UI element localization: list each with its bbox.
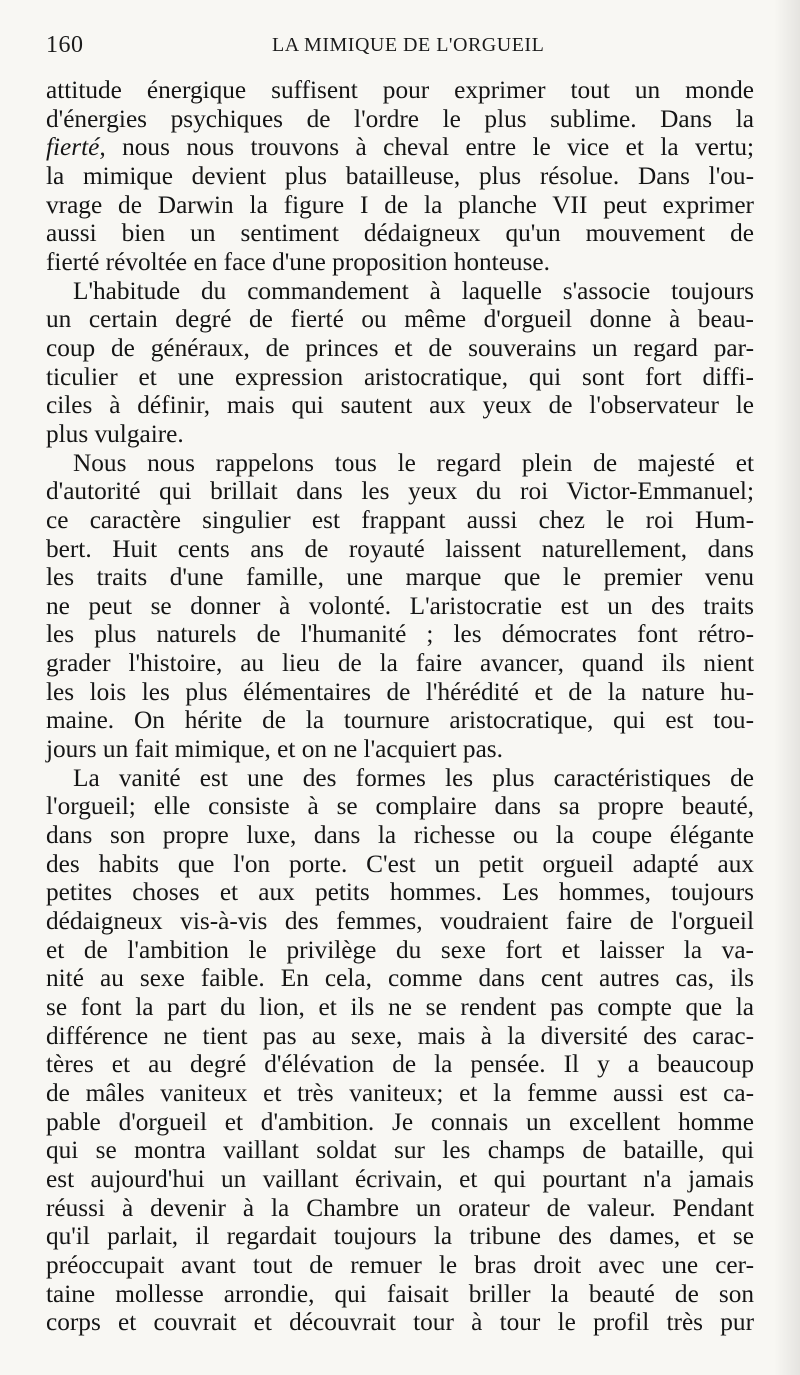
text-line: plus vulgaire.	[46, 419, 184, 448]
body-text	[46, 76, 754, 1337]
page-number: 160	[46, 32, 84, 58]
text-line: ne peut se donner à volonté. L'aristocratie est un des traits	[46, 591, 754, 620]
text-line: d'autorité qui brillait dans les yeux du roi Victor-Emmanuel;	[46, 477, 754, 506]
text-line: préoccupait avant tout de remuer le bras droit avec une cer-	[46, 1250, 754, 1279]
text-line: des habits que l'on porte. C'est un petit orgueil adapté aux	[46, 849, 754, 878]
text-line: aussi bien un sentiment dédaigneux qu'un mouvement de	[46, 219, 754, 248]
paragraph	[46, 764, 754, 1337]
text-line: dans son propre luxe, dans la richesse ou la coupe élégante	[46, 821, 754, 850]
text-line: dédaigneux vis-à-vis des femmes, voudraient faire de l'orgueil	[46, 907, 754, 936]
text-line: jours un fait mimique, et on ne l'acquiert pas.	[46, 735, 503, 764]
text-line: bert. Huit cents ans de royauté laissent naturellement, dans	[46, 534, 754, 563]
text-line: coup de généraux, de princes et de souverains un regard par-	[46, 333, 754, 362]
text-line: taine mollesse arrondie, qui faisait briller la beauté de son	[46, 1279, 754, 1308]
text-line: ticulier et une expression aristocratique, qui sont fort diffi-	[46, 362, 754, 391]
page-header	[44, 30, 756, 64]
text-line: L'habitude du commandement à laquelle s'associe toujours	[73, 276, 754, 305]
text-line: différence ne tient pas au sexe, mais à la diversité des carac-	[46, 1021, 754, 1050]
text-line: les lois les plus élémentaires de l'hérédité et de la nature hu-	[46, 677, 754, 706]
text-line: fierté révoltée en face d'une proposition honteuse.	[46, 247, 550, 276]
text-line: Nous nous rappelons tous le regard plein de majesté et	[73, 448, 754, 477]
text-line: corps et couvrait et découvrait tour à tour le profil très pur	[46, 1308, 754, 1337]
text-line: les traits d'une famille, une marque que le premier venu	[46, 563, 754, 592]
text-line: ciles à définir, mais qui sautent aux yeux de l'observateur le	[46, 391, 754, 420]
text-line: la mimique devient plus batailleuse, plus résolue. Dans l'ou-	[46, 161, 754, 190]
text-line: pable d'orgueil et d'ambition. Je connais un excellent homme	[46, 1107, 754, 1136]
text-line: qui se montra vaillant soldat sur les champs de bataille, qui	[46, 1136, 754, 1165]
text-line: se font la part du lion, et ils ne se rendent pas compte que la	[46, 993, 754, 1021]
page-gutter-shadow	[774, 0, 800, 1375]
paragraph	[46, 449, 754, 764]
text-line: grader l'histoire, au lieu de la faire avancer, quand ils nient	[46, 649, 754, 678]
paragraph	[46, 76, 754, 277]
text-line: maine. On hérite de la tournure aristocratique, qui est tou-	[46, 706, 754, 735]
text-line: petites choses et aux petits hommes. Les hommes, toujours	[46, 878, 754, 907]
text-line: les plus naturels de l'humanité ; les démocrates font rétro-	[46, 620, 754, 649]
text-line: ce caractère singulier est frappant aussi chez le roi Hum-	[46, 505, 754, 534]
text-line: La vanité est une des formes les plus caractéristiques de	[73, 763, 754, 792]
text-line: un certain degré de fierté ou même d'orgueil donne à beau-	[46, 305, 754, 334]
text-line: nité au sexe faible. En cela, comme dans cent autres cas, ils	[46, 964, 754, 993]
text-line: et de l'ambition le privilège du sexe fort et laisser la va-	[46, 935, 754, 964]
text-line: d'énergies psychiques de l'ordre le plus sublime. Dans la	[46, 104, 754, 133]
text-line: tères et au degré d'élévation de la pensée. Il y a beaucoup	[46, 1050, 754, 1079]
italic-word: fierté,	[46, 133, 106, 162]
text-line: l'orgueil; elle consiste à se complaire dans sa propre beauté,	[46, 792, 754, 821]
text-line: est aujourd'hui un vaillant écrivain, et qui pourtant n'a jamais	[46, 1164, 754, 1193]
paragraph	[46, 277, 754, 449]
text-line: de mâles vaniteux et très vaniteux; et la femme aussi est ca-	[46, 1078, 754, 1107]
text-line: fierté, nous nous trouvons à cheval entre le vice et la vertu;	[46, 133, 754, 162]
running-head: LA MIMIQUE DE L'ORGUEIL	[272, 34, 545, 56]
text-line: qu'il parlait, il regardait toujours la tribune des dames, et se	[46, 1222, 754, 1251]
text-line: réussi à devenir à la Chambre un orateur de valeur. Pendant	[46, 1193, 754, 1222]
text-line: attitude énergique suffisent pour exprimer tout un monde	[46, 76, 754, 104]
text-line: vrage de Darwin la figure I de la planche VII peut exprimer	[46, 190, 754, 219]
